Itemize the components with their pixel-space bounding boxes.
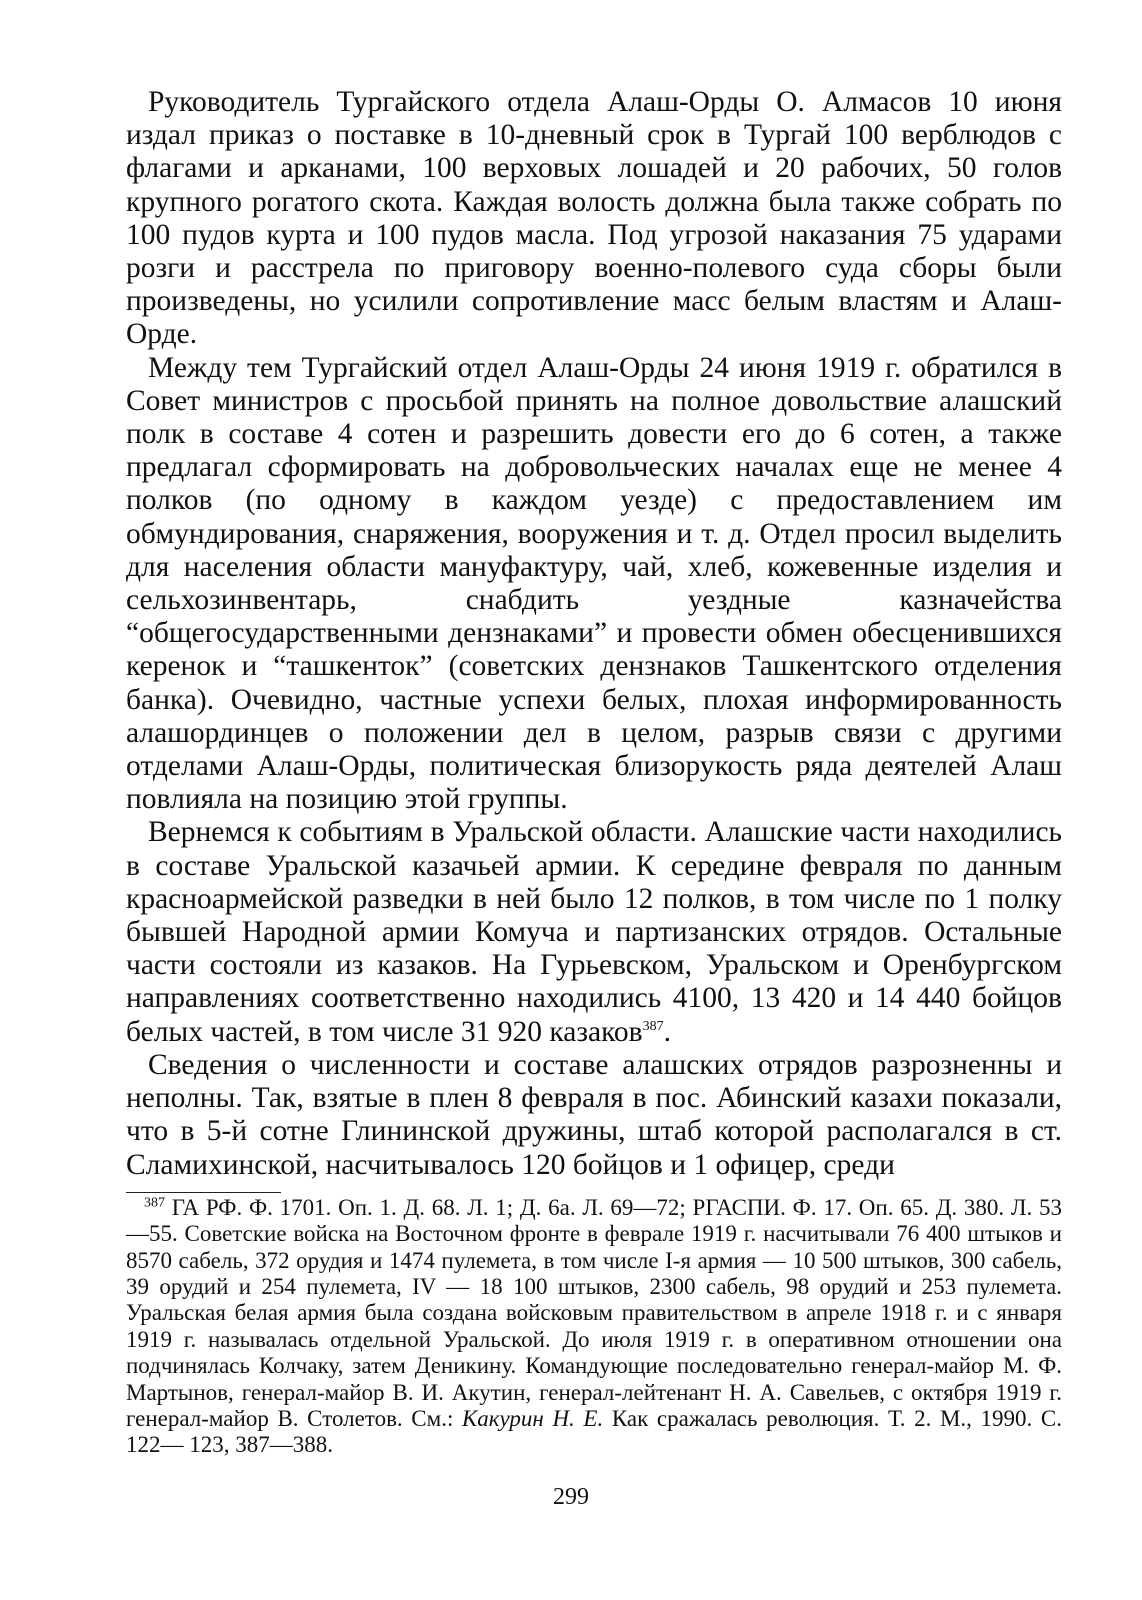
footnote-text-part-2: Как сражалась революция. Т. 2. М., 1990. С. 122— 123, 387—388. [126,1405,1062,1458]
footnote-divider [126,1192,281,1193]
paragraph-3-text: Вернемся к событиям в Уральской области. Алашские части находились в составе Уральской казачьей армии. К середине февраля по данным красноармейской разведки в ней было 12 полков, в том числе по 1 полку бывшей Народной армии Комуча и партизанских отрядов. Остальные части состояли из казаков. На Гурьевском, Уральском и Оренбургском направлениях соответственно находились 4100, 13 420 и 14 440 бойцов белых частей, в том числе 31 920 казаков [126,816,1062,1048]
page-number: 299 [553,1484,589,1510]
footnote-387 [126,1195,1062,1459]
paragraph-2: Между тем Тургайский отдел Алаш-Орды 24 июня 1919 г. обратился в Совет министров с просьбой принять на полное довольствие алашский полк в составе 4 сотен и разрешить довести его до 6 сотен, а также предлагал сформировать на добровольческих началах еще не менее 4 полков (по одному в каждом уезде) с предоставлением им обмундирования, снаряжения, вооружения и т. д. Отдел просил выделить для населения области мануфактуру, чай, хлеб, кожевенные изделия и сельхозинвентарь, снабдить уездные казначейства “общегосударственными дензнаками” и провести обмен обесценившихся керенок и “ташкенток” (советских дензнаков Ташкентского отделения банка). Очевидно, частные успехи белых, плохая информированность алашординцев о положении дел в целом, разрыв связи с другими отделами Алаш-Орды, политическая близорукость ряда деятелей Алаш повлияла на позицию этой группы. [126,351,1062,816]
paragraph-3-end: . [663,1015,671,1048]
main-text [126,86,1062,1182]
footnote-author: Какурин Н. Е. [461,1405,604,1431]
footnote [126,1195,1062,1459]
paragraph-3 [126,816,1062,1048]
paragraph-4: Сведения о численности и составе алашских отрядов разрозненны и неполны. Так, взятые в плен 8 февраля в пос. Абинский казахи показали, что в 5-й сотне Глининской дружины, штаб которой располагался в ст. Сламихинской, насчитывалось 120 бойцов и 1 офицер, среди [126,1048,1062,1181]
footnote-number: 387 [144,1195,165,1211]
footnote-reference[interactable]: 387 [642,1018,664,1034]
footnote-text-part-1: ГА РФ. Ф. 1701. Оп. 1. Д. 68. Л. 1; Д. 6а. Л. 69—72; РГАСПИ. Ф. 17. Оп. 65. Д. 380. Л. 53—55. Советские войска на Восточном фронте в феврале 1919 г. насчитывали 76 400 штыков и 8570 сабель, 372 орудия и 1474 пулемета, в том числе I-я армия — 10 500 штыков, 300 сабель, 39 орудий и 254 пулемета, IV — 18 100 штыков, 2300 сабель, 98 орудий и 253 пулемета. Уральская белая армия была создана войсковым правительством в апреле 1918 г. и с января 1919 г. называлась отдельной Уральской. До июля 1919 г. в оперативном отношении она подчинялась Колчаку, затем Деникину. Командующие последовательно генерал-майор М. Ф. Мартынов, генерал-майор В. И. Акутин, генерал-лейтенант Н. А. Савельев, с октября 1919 г. генерал-майор В. Столетов. См.: [126,1194,1062,1431]
paragraph-1: Руководитель Тургайского отдела Алаш-Орды О. Алмасов 10 июня издал приказ о поставке в 10-дневный срок в Тургай 100 верблюдов с флагами и арканами, 100 верховых лошадей и 20 рабочих, 50 голов крупного рогатого скота. Каждая волость должна была также собрать по 100 пудов курта и 100 пудов масла. Под угрозой наказания 75 ударами розги и расстрела по приговору военно-полевого суда сборы были произведены, но усилили сопротивление масс белым властям и Алаш-Орде. [126,86,1062,351]
